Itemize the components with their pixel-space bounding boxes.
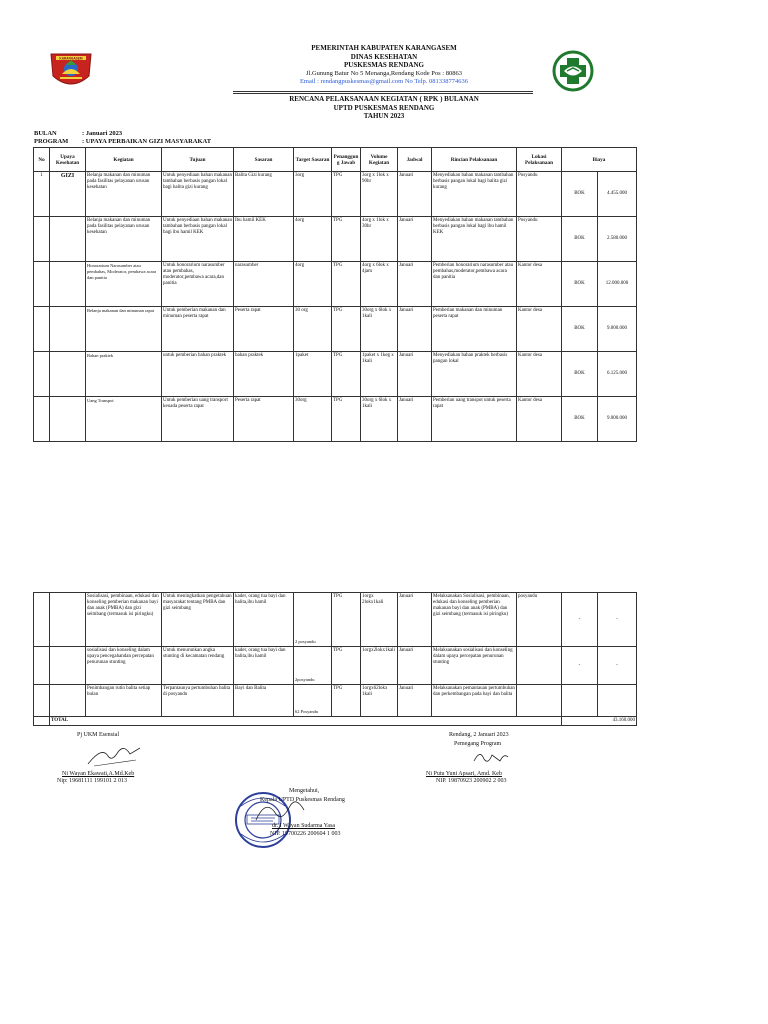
- cell-no: [34, 262, 50, 307]
- cell-volume: 3org x 1lok x 90hr: [361, 172, 398, 217]
- cell-volume: 1paket x 1keg x 1kali: [361, 352, 398, 397]
- total-row: [34, 717, 637, 726]
- cell-kegiatan: Bahan praktek: [86, 352, 162, 397]
- cell-sasaran: Ibu hamil KEK: [234, 217, 294, 262]
- right-signatory-title: Pemegang Program: [454, 741, 502, 747]
- cell-rincian: Pemberian uang transpot untuk peserta rapat: [432, 397, 517, 442]
- cell-tujuan: Untuk meningkatkan pengetahuan masyarakat tentang PMBA dan gizi seimbang: [162, 593, 234, 647]
- cell-tujuan: untuk pemberian bahan praktek: [162, 352, 234, 397]
- col-no: No: [34, 148, 50, 172]
- cell-biaya: [598, 685, 637, 717]
- bulan-value: : Januari 2023: [82, 130, 123, 137]
- right-signatory-name: Ni Putu Yuni Apsari, Amd. Keb: [426, 771, 502, 777]
- cell-jadwal: Januari: [398, 217, 432, 262]
- cell-rincian: Pemberian honorarium narasumber atau pembahas,moderator,pembawa acara dan panitia: [432, 262, 517, 307]
- center-signatory-title: Kepala UPTD Puskesmas Rendang: [260, 797, 345, 803]
- cell-pj: TPG: [332, 685, 361, 717]
- cell-rincian: Menyediakan bahan makanan tambahan berbasis pangan lokal bagi balita gizi kurang: [432, 172, 517, 217]
- table-row: [34, 593, 637, 647]
- cell-upaya: [50, 397, 86, 442]
- cell-sasaran: bahan praktek: [234, 352, 294, 397]
- table-row: [34, 262, 637, 307]
- cell-pj: TPG: [332, 307, 361, 352]
- cell-kegiatan: Honorarium Narasumber atau pembahas, Moderator, pembawa acara dan panitia: [86, 262, 162, 307]
- cell-kegiatan: Uang Transpot: [86, 397, 162, 442]
- col-upaya: Upaya Kesehatan: [50, 148, 86, 172]
- right-signature-mark: [470, 747, 510, 767]
- cell-lokasi: Posyandu: [517, 172, 562, 217]
- cell-pj: TPG: [332, 593, 361, 647]
- cell-no: [34, 352, 50, 397]
- cell-volume: 1orgx2lokx1kali: [361, 647, 398, 685]
- cell-target: 62 Posyandu: [294, 685, 332, 717]
- cell-sasaran: kader, orang tua bayi dan balita,ibu hamil: [234, 647, 294, 685]
- cell-rincian: Melaksanakan sosialisasi dan konseling dalam upaya percepatan penurunan stunting: [432, 647, 517, 685]
- cell-upaya: [50, 647, 86, 685]
- cell-pj: TPG: [332, 262, 361, 307]
- table-row: [34, 307, 637, 352]
- cell-sasaran: Peserta rapat: [234, 397, 294, 442]
- table-row: [34, 647, 637, 685]
- left-signatory-nip: Nip: 19681111 199101 2 013: [57, 778, 127, 784]
- cell-tujuan: Untuk penyediaan bahan makanan tambahan berbasis pangan lokal bagi balita gizi kurang: [162, 172, 234, 217]
- col-pj: Penanggung Jawab: [332, 148, 361, 172]
- header-address: Jl.Gunung Batur No 5 Menanga,Rendang Kode Pos : 80863: [306, 69, 462, 77]
- cell-volume: 1orgx62lokx 1kali: [361, 685, 398, 717]
- cell-tujuan: Terpantaunya pertumbuhan balita di posyandu: [162, 685, 234, 717]
- total-value: 43.160.000: [562, 717, 637, 726]
- col-kegiatan: Kegiatan: [86, 148, 162, 172]
- table-row: [34, 397, 637, 442]
- cell-upaya: [50, 352, 86, 397]
- cell-jadwal: Januari: [398, 647, 432, 685]
- document-meta: [34, 130, 211, 146]
- cell-biaya: 12.000.000: [598, 262, 637, 307]
- cell-upaya: GIZI: [50, 172, 86, 217]
- cell-rincian: Menyediakan bahan praktek berbasis pangan lokal: [432, 352, 517, 397]
- table-row: [34, 352, 637, 397]
- cell-no: [34, 593, 50, 647]
- cell-kegiatan: Belanja makanan dan minuman rapat: [86, 307, 162, 352]
- cell-lokasi: [517, 647, 562, 685]
- cell-lokasi: [517, 685, 562, 717]
- cell-jadwal: Januari: [398, 262, 432, 307]
- cell-target: 30org: [294, 397, 332, 442]
- cell-upaya: [50, 217, 86, 262]
- cell-sasaran: Balita Gizi kurang: [234, 172, 294, 217]
- cell-sumber-dana: BOK: [562, 307, 598, 352]
- cell-tujuan: Untuk honorarium narasumber atau pembahas, moderator,pembawa acara,dan panitia: [162, 262, 234, 307]
- col-lokasi: Lokasi Pelaksanaan: [517, 148, 562, 172]
- cell-lokasi: Kantor desa: [517, 262, 562, 307]
- cell-upaya: [50, 593, 86, 647]
- cell-volume: 4org x 6lok x 4jam: [361, 262, 398, 307]
- left-signatory-title: Pj UKM Esensial: [77, 732, 119, 738]
- cell-jadwal: Januari: [398, 397, 432, 442]
- letterhead: [0, 44, 768, 86]
- cell-upaya: [50, 262, 86, 307]
- col-rincian: Rincian Pelaksanaan: [432, 148, 517, 172]
- program-label: PROGRAM: [34, 138, 69, 145]
- cell-target: 2 posyandu: [294, 593, 332, 647]
- signing-date: Rendang, 2 Januari 2023: [449, 732, 509, 738]
- cell-sasaran: kader, orang tua bayi dan balita,ibu hamil: [234, 593, 294, 647]
- cell-no: 1: [34, 172, 50, 217]
- cell-jadwal: Januari: [398, 685, 432, 717]
- cell-sumber-dana: -: [562, 593, 598, 647]
- cell-biaya: -: [598, 647, 637, 685]
- cell-rincian: Pemberian makanan dan minuman peserta rapat: [432, 307, 517, 352]
- bulan-label: BULAN: [34, 130, 57, 137]
- cell-biaya: 9.000.000: [598, 397, 637, 442]
- table-row: [34, 217, 637, 262]
- cell-no: [34, 717, 50, 726]
- cell-lokasi: Kantor desa: [517, 307, 562, 352]
- cell-no: [34, 217, 50, 262]
- cell-volume: 30org x 6lok x 1kali: [361, 307, 398, 352]
- cell-volume: 1orgx 2lokx1kali: [361, 593, 398, 647]
- title-line-2: UPTD PUSKESMAS RENDANG: [333, 103, 435, 112]
- cell-biaya: 9.000.000: [598, 307, 637, 352]
- cell-target: 2posyandu: [294, 647, 332, 685]
- cell-sumber-dana: BOK: [562, 262, 598, 307]
- center-signatory-nip: NIP. 19700226 200604 1 003: [270, 831, 341, 837]
- table-row: [34, 172, 637, 217]
- header-line-2: DINAS KESEHATAN: [350, 52, 418, 61]
- col-tujuan: Tujuan: [162, 148, 234, 172]
- rpk-table-continued: [33, 592, 637, 726]
- cell-tujuan: Untuk pemberian makanan dan minuman peserta rapat: [162, 307, 234, 352]
- cell-tujuan: Untuk penyediaan bahan makanan tambahan berbasis pangan lokal bagi ibu hamil KEK: [162, 217, 234, 262]
- title-line-1: RENCANA PELAKSANAAN KEGIATAN ( RPK ) BULANAN: [289, 95, 479, 103]
- col-sasaran: Sasaran: [234, 148, 294, 172]
- header-line-1: PEMERINTAH KABUPATEN KARANGASEM: [311, 44, 457, 52]
- cell-no: [34, 685, 50, 717]
- cell-biaya: 4.455.000: [598, 172, 637, 217]
- header-email-link[interactable]: Email : rendangpuskesmas@gmail.com No Telp. 081338774636: [299, 77, 469, 85]
- logo-left-text: KARANGASEM: [59, 56, 83, 61]
- left-signature-mark: [84, 742, 144, 770]
- cell-pj: TPG: [332, 172, 361, 217]
- document-title: [0, 95, 768, 121]
- cell-no: [34, 647, 50, 685]
- cell-jadwal: Januari: [398, 307, 432, 352]
- cell-jadwal: Januari: [398, 352, 432, 397]
- cell-no: [34, 307, 50, 352]
- cell-pj: TPG: [332, 647, 361, 685]
- cell-sumber-dana: BOK: [562, 397, 598, 442]
- cell-sumber-dana: [562, 685, 598, 717]
- cell-sumber-dana: -: [562, 647, 598, 685]
- cell-tujuan: Untuk menurunkan angka stunting di kecamatan rendang: [162, 647, 234, 685]
- cell-sumber-dana: BOK: [562, 172, 598, 217]
- header-divider-bottom: [233, 93, 533, 94]
- cell-rincian: Menyediakan bahan makanan tambahan berbasis pangan lokal bagi ibu hamil KEK: [432, 217, 517, 262]
- cell-kegiatan: sosialisasi dan konseling dalam upaya pencegahandan percepatan penurunan stunting: [86, 647, 162, 685]
- cell-biaya: 6.125.000: [598, 352, 637, 397]
- cell-kegiatan: Belanja makanan dan minuman pada fasilitas pelayanan urusan kesehatan: [86, 172, 162, 217]
- cell-kegiatan: Sosialisasi, pembinaan, edukasi dan konseling pemberian makanan bayi dan anak (PMBA) dan gizi seimbang (termasuk isi piringku): [86, 593, 162, 647]
- cell-biaya: 2.580.000: [598, 217, 637, 262]
- cell-target: 30 org: [294, 307, 332, 352]
- cell-pj: TPG: [332, 397, 361, 442]
- cell-sasaran: narasumber: [234, 262, 294, 307]
- cell-sasaran: Bayi dan Balita: [234, 685, 294, 717]
- center-signatory-name: dr. I Wayan Sudarma Yasa: [272, 823, 336, 829]
- cell-upaya: [50, 685, 86, 717]
- cell-pj: TPG: [332, 352, 361, 397]
- cell-jadwal: Januari: [398, 593, 432, 647]
- cell-rincian: Melaksanakan Sosialisasi, pembinaan, edukasi dan konseling pemberian makanan bayi dan anak (PMBA) dan gizi seimbang (termasuk isi piringku): [432, 593, 517, 647]
- cell-target: 1paket: [294, 352, 332, 397]
- cell-volume: 30org x 6lok x 1kali: [361, 397, 398, 442]
- col-biaya: Biaya: [562, 148, 637, 172]
- cell-jadwal: Januari: [398, 172, 432, 217]
- cell-target: 4org: [294, 262, 332, 307]
- left-signatory-name: Ni Wayan Ekawati,A.Md.Keb: [62, 771, 135, 777]
- cell-pj: TPG: [332, 217, 361, 262]
- cell-kegiatan: Belanja makanan dan minuman pada fasilitas pelayanan urusan kesehatan: [86, 217, 162, 262]
- cell-sasaran: Peserta rapat: [234, 307, 294, 352]
- program-value: : UPAYA PERBAIKAN GIZI MASYARAKAT: [82, 138, 212, 145]
- header-divider-top: [233, 91, 533, 92]
- cell-rincian: Melaksanakan pemantauan pertumbuhan dan perkembangan pada bayi dan balita: [432, 685, 517, 717]
- center-signatory-acknowledge: Mengetahui,: [289, 788, 320, 794]
- right-signatory-nip: NIP. 19870923 200902 2 003: [436, 778, 507, 784]
- cell-volume: 4org x 1lok x 30hr: [361, 217, 398, 262]
- table-row: [34, 685, 637, 717]
- cell-target: 4org: [294, 217, 332, 262]
- col-target: Target Sasaran: [294, 148, 332, 172]
- cell-sumber-dana: BOK: [562, 352, 598, 397]
- col-jadwal: Jadwal: [398, 148, 432, 172]
- cell-lokasi: posyandu: [517, 593, 562, 647]
- cell-biaya: -: [598, 593, 637, 647]
- header-line-3: PUSKESMAS RENDANG: [344, 61, 424, 69]
- cell-lokasi: Kantor desa: [517, 352, 562, 397]
- total-label: TOTAL: [50, 717, 562, 726]
- cell-lokasi: Posyandu: [517, 217, 562, 262]
- table-header-row: [34, 148, 637, 172]
- cell-upaya: [50, 307, 86, 352]
- cell-no: [34, 397, 50, 442]
- cell-tujuan: Untuk pemberian uang transport keoada peserta rapat: [162, 397, 234, 442]
- cell-kegiatan: Penimbangan rutin balita setiap bulan: [86, 685, 162, 717]
- col-volume: Volume Kegiatan: [361, 148, 398, 172]
- cell-target: 3org: [294, 172, 332, 217]
- cell-lokasi: Kantor desa: [517, 397, 562, 442]
- cell-sumber-dana: BOK: [562, 217, 598, 262]
- rpk-table: [33, 147, 637, 442]
- title-line-3: TAHUN 2023: [363, 112, 405, 120]
